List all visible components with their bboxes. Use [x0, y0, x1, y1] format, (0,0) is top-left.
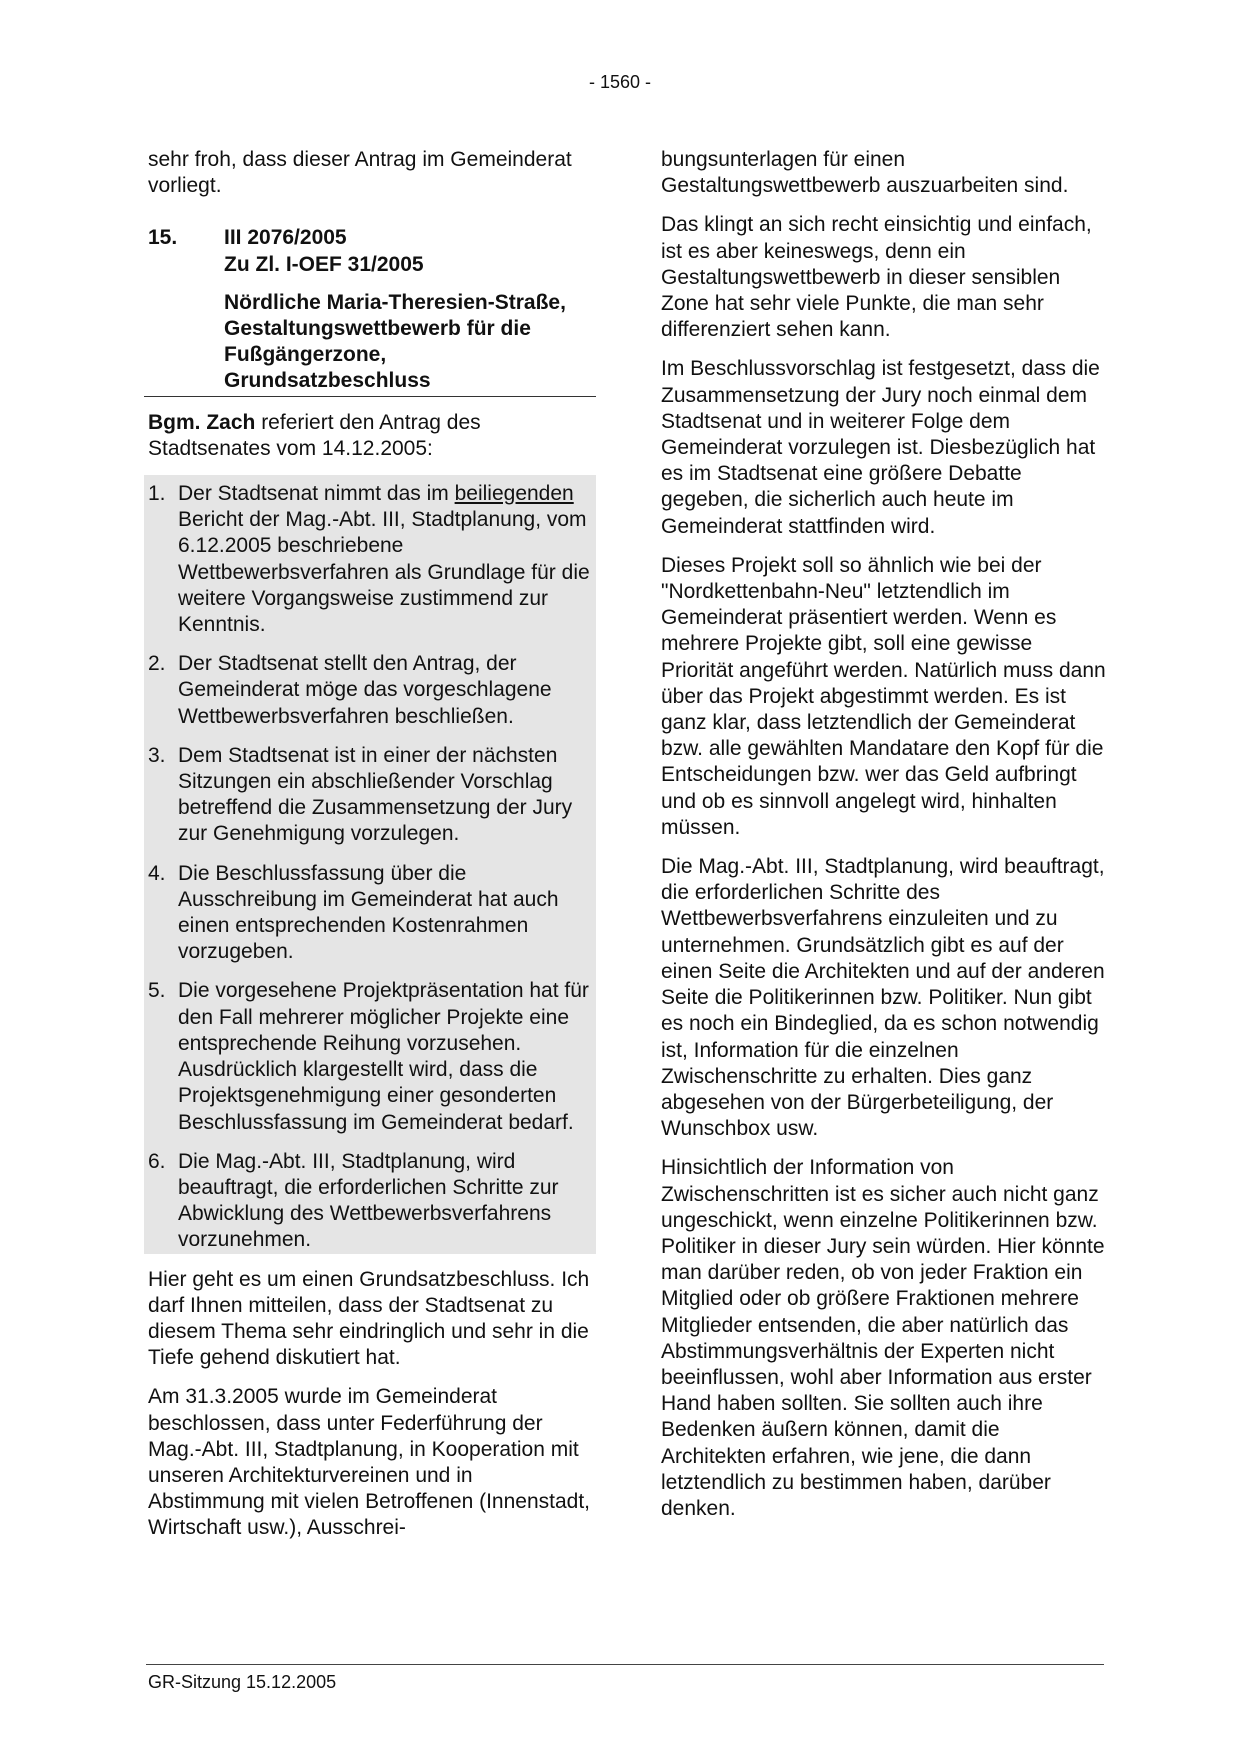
list-item-text: Die vorgesehene Projektpräsentation hat für den Fall mehrerer möglicher Projekte eine entsprechende Reihung vorzusehen. Ausdrücklich klargestellt wird, dass die Projektsgenehmigung einer gesonderten Beschlussfassung im Gemeinderat bedarf. [178, 979, 589, 1134]
resolution-box [144, 475, 596, 1253]
agenda-reference: III 2076/2005 [224, 226, 347, 250]
list-item-number: 3. [148, 743, 166, 767]
speaker-text: referiert den Antrag des Stadtsenates vom 14.12.2005: [148, 410, 481, 460]
list-item-number: 5. [148, 979, 166, 1003]
agenda-number: 15. [148, 226, 178, 250]
list-item-text-part: Der Stadtsenat nimmt das im [178, 482, 455, 506]
list-item [148, 481, 592, 651]
list-item-text: Die Beschlussfassung über die Ausschreibung im Gemeinderat hat auch einen entsprechenden Kostenrahmen vorzugeben. [178, 861, 559, 964]
right-column [661, 147, 1106, 1535]
body-paragraph: Am 31.3.2005 wurde im Gemeinderat beschlossen, dass unter Federführung der Mag.-Abt. III, Stadtplanung, in Kooperation mit unseren Architekturvereinen und in Abstimmung mit vielen Betroffenen (Innenstadt, Wirtschaft usw.), Ausschrei- [148, 1385, 591, 1540]
list-item-number: 6. [148, 1149, 166, 1173]
list-item-text: Die Mag.-Abt. III, Stadtplanung, wird beauftragt, die erforderlichen Schritte zur Abwicklung des Wettbewerbsverfahrens vorzunehmen. [178, 1149, 559, 1252]
underlined-word: beiliegenden [454, 482, 574, 506]
list-item [148, 861, 592, 979]
body-paragraph: Hier geht es um einen Grundsatzbeschluss. Ich darf Ihnen mitteilen, dass der Stadtsenat zu diesem Thema sehr eindringlich und sehr in die Tiefe gehend diskutiert hat. [148, 1267, 590, 1370]
body-paragraph: Im Beschlussvorschlag ist festgesetzt, dass die Zusammensetzung der Jury noch einmal dem Stadtsenat und in weiterer Folge dem Gemeinderat vorzulegen ist. Diesbezüglich hat es im Stadtsenat eine größere Debatte gegeben, die sicherlich auch heute im Gemeinderat stattfinden wird. [661, 357, 1100, 538]
agenda-title: Nördliche Maria-Theresien-Straße, Gestaltungswettbewerb für die Fußgängerzone, Grundsatzbeschluss [224, 290, 566, 393]
intro-paragraph: sehr froh, dass dieser Antrag im Gemeinderat vorliegt. [148, 148, 572, 198]
list-item [148, 651, 592, 743]
left-column [148, 147, 592, 1555]
list-item-number: 4. [148, 861, 166, 885]
body-paragraph: Hinsichtlich der Information von Zwischenschritten ist es sicher auch nicht ganz ungeschickt, wenn einzelne Politikerinnen bzw. Politiker in dieser Jury sein würden. Hier könnte man darüber reden, ob von jeder Fraktion ein Mitglied oder ob größere Fraktionen mehrere Mitglieder entsenden, die aber natürlich das Abstimmungsverhältnis der Experten nicht beeinflussen, wohl aber Information aus erster Hand haben sollten. Sie sollten auch ihre Bedenken äußern können, damit die Architekten erfahren, wie jene, die dann letztendlich zu bestimmen haben, darüber denken. [661, 1156, 1105, 1520]
list-item-number: 1. [148, 482, 166, 506]
body-paragraph: Dieses Projekt soll so ähnlich wie bei der "Nordkettenbahn-Neu" letztendlich im Gemeinderat präsentiert werden. Wenn es mehrere Projekte gibt, soll eine gewisse Priorität angeführt werden. Natürlich muss dann über das Projekt abgestimmt werden. Es ist ganz klar, dass letztendlich der Gemeinderat bzw. alle gewählten Mandatare den Kopf für die Entscheidungen bzw. wer das Geld aufbringt und ob es sinnvoll angelegt wird, hinhalten müssen. [661, 553, 1106, 839]
list-item-text-part: Bericht der Mag.-Abt. III, Stadtplanung, vom 6.12.2005 beschriebene Wettbewerbsverfahren als Grundlage für die weitere Vorgangsweise zustimmend zur Kenntnis. [178, 508, 590, 637]
agenda-item-heading [148, 225, 592, 395]
speaker-name: Bgm. Zach [148, 410, 256, 434]
list-item [148, 1149, 592, 1254]
footer-divider [146, 1664, 1104, 1665]
body-paragraph: Die Mag.-Abt. III, Stadtplanung, wird beauftragt, die erforderlichen Schritte des Wettbewerbsverfahrens einzuleiten und zu unternehmen. Grundsätzlich gibt es auf der einen Seite die Architekten und auf der anderen Seite die Politikerinnen bzw. Politiker. Nun gibt es noch ein Bindeglied, da es schon notwendig ist, Information für die einzelnen Zwischenschritte zu erhalten. Dies ganz abgesehen von der Bürgerbeteiligung, der Wunschbox usw. [661, 855, 1105, 1141]
page-number: - 1560 - [588, 72, 652, 92]
list-item [148, 743, 592, 861]
body-paragraph: bungsunterlagen für einen Gestaltungswettbewerb auszuarbeiten sind. [661, 148, 1069, 198]
footer-text: GR-Sitzung 15.12.2005 [148, 1672, 337, 1692]
body-paragraph: Das klingt an sich recht einsichtig und einfach, ist es aber keineswegs, denn ein Gestaltungswettbewerb in dieser sensiblen Zone hat sehr viele Punkte, die man sehr differenziert sehen kann. [661, 213, 1092, 342]
list-item-text: Dem Stadtsenat ist in einer der nächsten Sitzungen ein abschließender Vorschlag betreffend die Zusammensetzung der Jury zur Genehmigung vorzulegen. [178, 743, 573, 846]
heading-divider [144, 396, 596, 397]
list-item-text: Der Stadtsenat stellt den Antrag, der Gemeinderat möge das vorgeschlagene Wettbewerbsverfahren beschließen. [178, 652, 552, 728]
list-item-number: 2. [148, 652, 166, 676]
list-item-text [178, 481, 592, 638]
list-item [148, 978, 592, 1148]
speaker-paragraph [148, 410, 592, 462]
agenda-reference-secondary: Zu Zl. I-OEF 31/2005 [224, 252, 424, 276]
